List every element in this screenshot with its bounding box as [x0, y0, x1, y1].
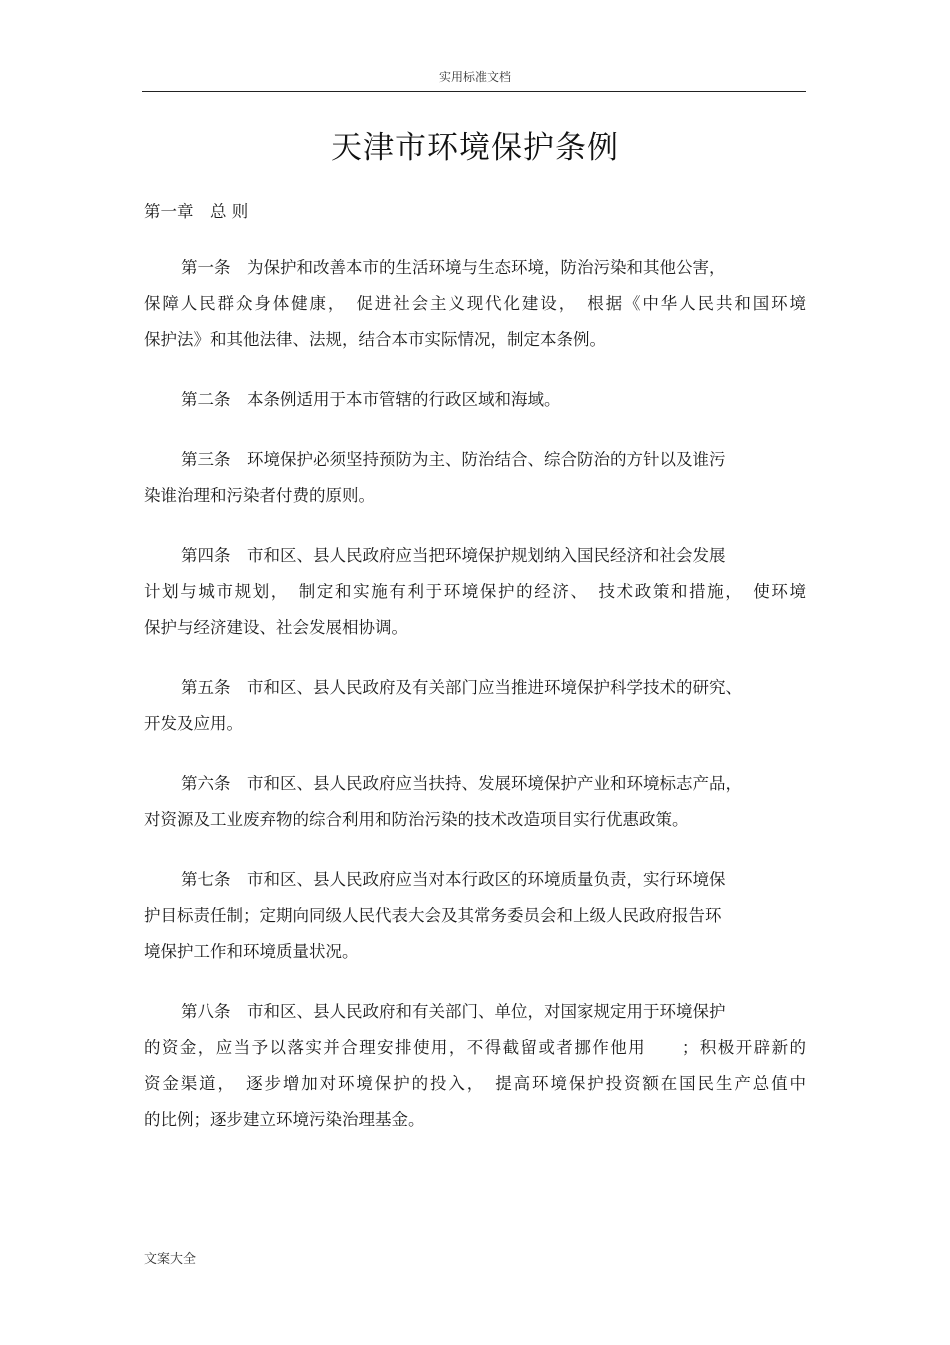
article-line: 对资源及工业废弃物的综合利用和防治污染的技术改造项目实行优惠政策。: [144, 810, 689, 829]
page-header-text: 实用标准文档: [438, 70, 511, 84]
article-line: 第二条 本条例适用于本市管辖的行政区域和海域。: [181, 390, 561, 409]
article-line: 的资金，应当予以落实并合理安排使用，不得截留或者挪作他用 ；积极开辟新的: [144, 1038, 806, 1057]
article-line: 保护与经济建设、社会发展相协调。: [144, 618, 408, 637]
article-8: [144, 994, 806, 1138]
article-line: 第三条 环境保护必须坚持预防为主、防治结合、综合防治的方针以及谁污: [181, 450, 726, 469]
page-footer-text: 文案大全: [144, 1252, 197, 1267]
article-3: [144, 442, 806, 514]
article-7: [144, 862, 806, 970]
header-divider: [142, 91, 806, 92]
article-line: 护目标责任制；定期向同级人民代表大会及其常务委员会和上级人民政府报告环: [144, 906, 722, 925]
article-line: 第六条 市和区、县人民政府应当扶持、发展环境保护产业和环境标志产品，: [181, 774, 742, 793]
article-line: 第五条 市和区、县人民政府及有关部门应当推进环境保护科学技术的研究、: [181, 678, 742, 697]
article-line: 保障人民群众身体健康， 促进社会主义现代化建设， 根据《中华人民共和国环境: [144, 294, 806, 313]
article-line: 开发及应用。: [144, 714, 243, 733]
article-line: 的比例；逐步建立环境污染治理基金。: [144, 1110, 425, 1129]
article-2: [144, 382, 806, 418]
article-line: 第七条 市和区、县人民政府应当对本行政区的环境质量负责，实行环境保: [181, 870, 726, 889]
article-1: [144, 250, 806, 358]
document-title: 天津市环境保护条例: [331, 130, 619, 166]
article-4: [144, 538, 806, 646]
article-6: [144, 766, 806, 838]
document-body: [144, 200, 806, 1162]
article-line: 第一条 为保护和改善本市的生活环境与生态环境，防治污染和其他公害，: [181, 258, 726, 277]
article-line: 计划与城市规划， 制定和实施有利于环境保护的经济、 技术政策和措施， 使环境: [144, 582, 806, 601]
article-line: 保护法》和其他法律、法规，结合本市实际情况，制定本条例。: [144, 330, 606, 349]
article-line: 第八条 市和区、县人民政府和有关部门、单位，对国家规定用于环境保护: [181, 1002, 726, 1021]
article-5: [144, 670, 806, 742]
article-line: 第四条 市和区、县人民政府应当把环境保护规划纳入国民经济和社会发展: [181, 546, 726, 565]
article-line: 境保护工作和环境质量状况。: [144, 942, 359, 961]
article-line: 资金渠道， 逐步增加对环境保护的投入， 提高环境保护投资额在国民生产总值中: [144, 1074, 806, 1093]
chapter-heading: 第一章 总 则: [144, 202, 249, 221]
article-line: 染谁治理和污染者付费的原则。: [144, 486, 375, 505]
